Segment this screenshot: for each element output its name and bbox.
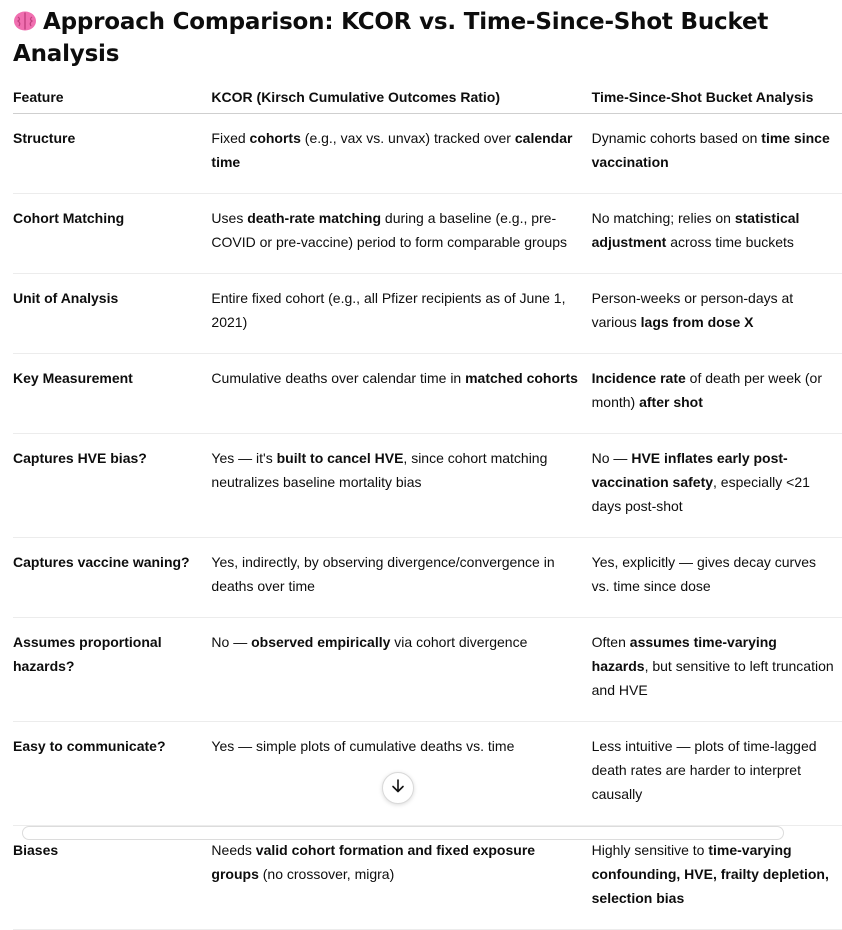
cell-text-segment: , especially <21 days post-shot — [591, 474, 810, 514]
cell-text-segment: Incidence rate — [591, 370, 686, 386]
cell-text-segment: ) — [389, 866, 395, 882]
arrow-down-icon — [390, 778, 406, 799]
cell-text-segment: lags from dose X — [640, 314, 754, 330]
cell-text-segment: Uses — [211, 210, 248, 226]
cell-text-segment: during a baseline (e.g., pre-COVID or pre-vaccine) period to form comparable groups — [211, 210, 568, 250]
feature-cell: Unit of Analysis — [13, 274, 211, 354]
cell-text-segment: via cohort divergence — [390, 634, 528, 650]
cell-text-segment: Often — [591, 634, 630, 650]
feature-cell: Easy to communicate? — [13, 722, 211, 826]
cell-text-segment: No — — [591, 450, 632, 466]
table-row — [13, 274, 842, 354]
composer-bar[interactable] — [22, 826, 784, 840]
table-header-row — [13, 82, 842, 114]
table-row — [13, 114, 842, 194]
feature-cell: Cohort Matching — [13, 194, 211, 274]
table-row — [13, 354, 842, 434]
cell-text-segment: across time buckets — [666, 234, 794, 250]
cell-text-segment: Person-weeks or person-days at various — [591, 290, 794, 330]
table-row — [13, 538, 842, 618]
kcor-cell — [211, 194, 591, 274]
feature-cell: Biases — [13, 826, 211, 930]
cell-text-segment: Yes, indirectly, by observing divergence/convergence in deaths over time — [211, 554, 555, 594]
cell-text-segment: time-varying confounding, HVE, frailty depletion, selection bias — [591, 842, 829, 906]
tss-cell — [592, 722, 842, 826]
cell-text-segment: Highly sensitive to — [591, 842, 709, 858]
cell-text-segment: No matching; relies on — [591, 210, 735, 226]
cell-text-segment: observed empirically — [251, 634, 391, 650]
feature-cell: Key Measurement — [13, 354, 211, 434]
cell-text-segment: , but sensitive to left truncation and HVE — [591, 658, 834, 698]
table-row — [13, 722, 842, 826]
cell-text-segment: calendar time — [211, 130, 573, 170]
cell-text-segment: No — — [211, 634, 252, 650]
cell-text-segment: after shot — [639, 394, 703, 410]
cell-text-segment: (no crossover, migra — [258, 866, 390, 882]
cell-text-segment: built to cancel HVE — [276, 450, 404, 466]
cell-text-segment: Yes, explicitly — gives decay curves vs. time since dose — [591, 554, 816, 594]
tss-cell — [592, 434, 842, 538]
kcor-cell — [211, 114, 591, 194]
cell-text-segment: statistical adjustment — [591, 210, 800, 250]
table-row — [13, 618, 842, 722]
comparison-table — [13, 82, 842, 930]
cell-text-segment: Cumulative deaths over calendar time in — [211, 370, 466, 386]
cell-text-segment: death-rate matching — [247, 210, 382, 226]
cell-text-segment: , since cohort matching neutralizes baseline mortality bias — [211, 450, 548, 490]
cell-text-segment: Entire fixed cohort (e.g., all Pfizer recipients as of June 1, 2021) — [211, 290, 566, 330]
cell-text-segment: assumes time-varying hazards — [591, 634, 777, 674]
cell-text-segment: (e.g., vax vs. unvax) tracked over — [300, 130, 515, 146]
tss-cell — [592, 194, 842, 274]
cell-text-segment: Dynamic cohorts based on — [591, 130, 762, 146]
cell-text-segment: Less intuitive — plots of time-lagged death rates are harder to interpret causally — [591, 738, 817, 802]
feature-cell: Captures HVE bias? — [13, 434, 211, 538]
column-header-feature: Feature — [13, 82, 211, 114]
cell-text-segment: Needs — [211, 842, 256, 858]
table-row — [13, 194, 842, 274]
kcor-cell — [211, 538, 591, 618]
table-row — [13, 826, 842, 930]
cell-text-segment: time since vaccination — [591, 130, 830, 170]
cell-text-segment: valid cohort formation and fixed exposure groups — [211, 842, 536, 882]
page-title: Approach Comparison: KCOR vs. Time-Since-Shot Bucket Analysis — [13, 6, 833, 70]
kcor-cell — [211, 274, 591, 354]
tss-cell — [592, 618, 842, 722]
column-header-kcor: KCOR (Kirsch Cumulative Outcomes Ratio) — [211, 82, 591, 114]
tss-cell — [592, 354, 842, 434]
kcor-cell — [211, 618, 591, 722]
tss-cell — [592, 538, 842, 618]
tss-cell — [592, 826, 842, 930]
scroll-to-bottom-button[interactable] — [382, 772, 414, 804]
kcor-cell — [211, 434, 591, 538]
cell-text-segment: HVE inflates early post-vaccination safety — [591, 450, 788, 490]
feature-cell: Captures vaccine waning? — [13, 538, 211, 618]
cell-text-segment: Yes — it's — [211, 450, 277, 466]
column-header-tss: Time-Since-Shot Bucket Analysis — [592, 82, 842, 114]
cell-text-segment: matched cohorts — [465, 370, 578, 386]
table-row — [13, 434, 842, 538]
kcor-cell — [211, 354, 591, 434]
cell-text-segment: Fixed — [211, 130, 250, 146]
cell-text-segment: Yes — simple plots of cumulative deaths vs. time — [211, 738, 515, 754]
kcor-cell — [211, 826, 591, 930]
feature-cell: Assumes proportional hazards? — [13, 618, 211, 722]
cell-text-segment: of death per week (or month) — [591, 370, 822, 410]
brain-icon — [13, 6, 43, 38]
feature-cell: Structure — [13, 114, 211, 194]
tss-cell — [592, 274, 842, 354]
cell-text-segment: cohorts — [249, 130, 301, 146]
tss-cell — [592, 114, 842, 194]
